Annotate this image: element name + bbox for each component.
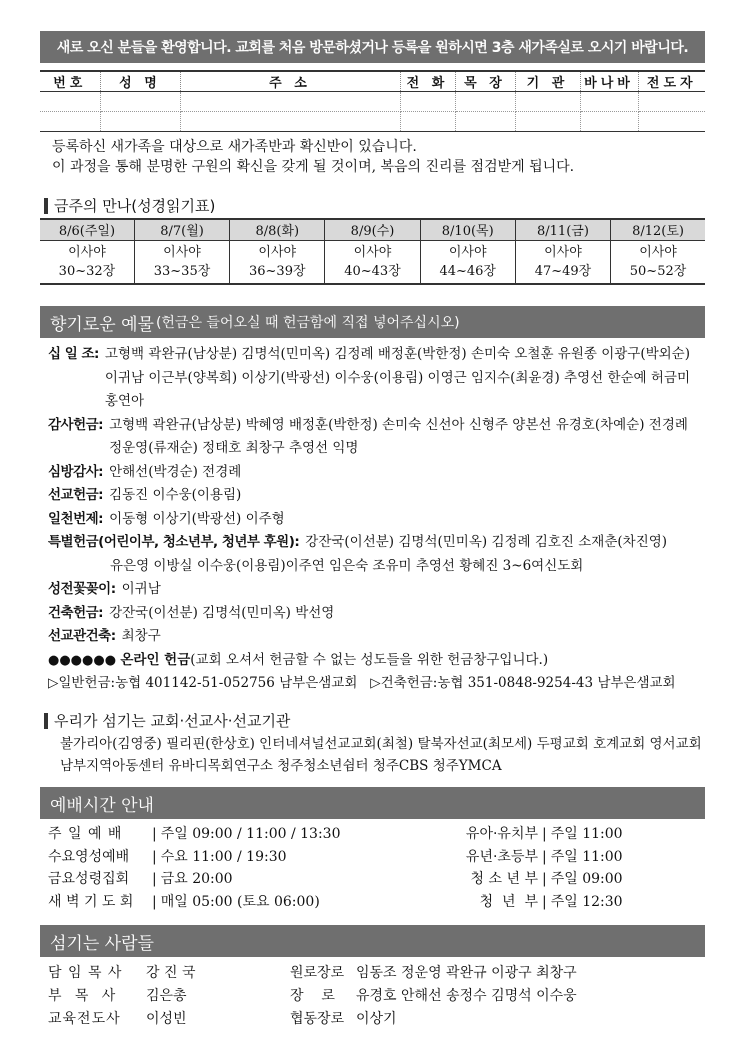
- cell[interactable]: [40, 112, 100, 132]
- cell[interactable]: [638, 92, 705, 112]
- worship-name: 유아·유치부: [465, 826, 538, 842]
- reading-book: 이사야: [448, 244, 487, 260]
- servant-names: 임동조 정운영 곽완규 이광구 최창구: [356, 965, 577, 981]
- worship-times-left: [48, 823, 341, 913]
- cell[interactable]: [100, 112, 180, 132]
- servant-names: 김은총: [146, 988, 187, 1004]
- offering-item-tithe: [48, 343, 708, 414]
- names-line: 유은영 이방실 이수웅(이용림)이주연 임은숙 조유미 추영선 황혜진 3~6여신도회: [110, 557, 584, 574]
- servants-title: 섬기는 사람들: [50, 933, 154, 954]
- reading-chapters: 44~46장: [439, 263, 496, 279]
- worship-row: 청 년 부 | 주일 12:30: [452, 891, 623, 914]
- names-line: 김동진 이수웅(이용림): [109, 487, 242, 503]
- new-family-notice: [52, 137, 574, 177]
- worship-name: 금요성령집회: [48, 871, 130, 887]
- notice-line: 이 과정을 통해 분명한 구원의 확신을 갖게 될 것이며, 복음의 진리를 점검받게 됩니다.: [52, 159, 575, 175]
- section-bar-icon: [44, 713, 48, 729]
- welcome-banner: [40, 31, 705, 63]
- reading-date: 8/10(목): [420, 219, 515, 240]
- reading-chapters: 36~39장: [248, 263, 306, 279]
- cell[interactable]: [515, 92, 580, 112]
- servant-names: 이상기: [356, 1011, 397, 1027]
- reading-date: 8/6(주일): [40, 219, 134, 240]
- worship-time: 주일 09:00 / 11:00 / 13:30: [160, 826, 341, 842]
- offering-label: 특별헌금(어린이부, 청소년부, 청년부 후원):: [48, 534, 300, 550]
- reading-passage: [230, 240, 325, 284]
- cell[interactable]: [638, 112, 705, 132]
- offering-item-thousand: [48, 508, 708, 532]
- offering-item-special: [48, 531, 708, 578]
- reading-book: 이사야: [258, 244, 297, 260]
- offering-item-mission-building: [48, 625, 708, 649]
- worship-title: 예배시간 안내: [50, 795, 154, 816]
- worship-row: 수요영성예배 | 수요 11:00 / 19:30: [48, 846, 341, 869]
- serve-list: [60, 733, 702, 777]
- reading-date-row: [40, 219, 705, 240]
- names-line: 이귀남 이근부(양복희) 이상기(박광선) 이수웅(이용림) 이영근 임지수(최윤경) 추영선 한순예 허금미: [104, 369, 690, 386]
- reading-passage: [325, 240, 420, 284]
- welcome-banner-text: 새로 오신 분들을 환영합니다. 교회를 처음 방문하셨거나 등록을 원하시면 3층 새가족실로 오시기 바랍니다.: [56, 40, 689, 56]
- worship-name: 주 일 예 배: [48, 826, 123, 842]
- section-bar-icon: [44, 198, 48, 214]
- servant-names: 강 진 국: [146, 965, 196, 981]
- registration-row[interactable]: [40, 92, 705, 112]
- reading-passage-row: [40, 240, 705, 284]
- offering-item-visit: [48, 461, 708, 485]
- reading-date: 8/11(금): [515, 219, 610, 240]
- cell[interactable]: [515, 112, 580, 132]
- worship-row: 주 일 예 배 | 주일 09:00 / 11:00 / 13:30: [48, 823, 341, 846]
- reading-book: 이사야: [163, 244, 201, 260]
- cell[interactable]: [180, 92, 400, 112]
- servant-row: [48, 985, 195, 1008]
- header-barnabas: 바나바: [580, 71, 638, 92]
- cell[interactable]: [400, 112, 455, 132]
- reading-table: [40, 218, 705, 285]
- reading-date: 8/7(월): [134, 219, 229, 240]
- reading-chapters: 40~43장: [344, 263, 401, 279]
- offering-label: 일천번제:: [48, 510, 104, 527]
- worship-time: 주일 09:00: [550, 871, 623, 887]
- worship-name: 새 벽 기 도 회: [48, 893, 134, 910]
- online-offering: [48, 649, 708, 673]
- cell[interactable]: [580, 92, 638, 112]
- worship-time: 주일 11:00: [550, 826, 623, 842]
- names-line: 홍연아: [104, 393, 145, 409]
- online-offering-desc: (교회 오셔서 헌금할 수 없는 성도들을 위한 헌금창구입니다.): [190, 651, 549, 668]
- names-line: 최창구: [121, 628, 161, 644]
- servants-right: [290, 962, 577, 1031]
- worship-name: 수요영성예배: [48, 848, 130, 865]
- offering-subtitle: (헌금은 들어오실 때 헌금함에 직접 넣어주십시오): [155, 315, 460, 331]
- offering-label: 감사헌금:: [48, 416, 104, 433]
- worship-time: 금요 20:00: [160, 871, 233, 887]
- offering-item-flowers: [48, 578, 708, 602]
- servant-role: 부 목 사: [48, 988, 116, 1004]
- worship-name: 유년·초등부: [465, 848, 538, 865]
- names-line: 강잔국(이선분) 김명석(민미옥) 박선영: [109, 604, 335, 621]
- reading-chapters: 50~52장: [629, 263, 687, 279]
- servant-row: [48, 1008, 195, 1031]
- serve-section-title: [44, 710, 290, 731]
- registration-row[interactable]: [40, 112, 705, 132]
- serve-line: 남부지역아동센터 유바디목회연구소 청주청소년쉼터 청주CBS 청주YMCA: [60, 758, 502, 774]
- worship-row: 청 소 년 부 | 주일 09:00: [452, 868, 623, 891]
- cell[interactable]: [180, 112, 400, 132]
- worship-time: 수요 11:00 / 19:30: [160, 848, 287, 865]
- servant-names: 유경호 안해선 송정수 김명석 이수웅: [356, 988, 577, 1004]
- offering-label: 선교관건축:: [48, 628, 116, 644]
- reading-book: 이사야: [639, 244, 677, 260]
- reading-passage: [515, 240, 610, 284]
- online-dots-icon: ●●●●●●: [48, 652, 117, 668]
- worship-row: 유년·초등부 | 주일 11:00: [452, 846, 623, 869]
- cell[interactable]: [100, 92, 180, 112]
- serve-title: 우리가 섬기는 교회·선교사·선교기관: [54, 712, 291, 730]
- offering-names: [103, 414, 708, 461]
- offering-label: 건축헌금:: [48, 604, 104, 621]
- cell[interactable]: [40, 92, 100, 112]
- offering-names: [99, 343, 708, 414]
- names-line: 안해선(박경순) 전경례: [109, 463, 242, 480]
- reading-date: 8/12(토): [611, 219, 705, 240]
- cell[interactable]: [400, 92, 455, 112]
- offering-item-thanks: [48, 414, 708, 461]
- header-number: 번호: [40, 71, 100, 92]
- offering-item-building: [48, 602, 708, 626]
- worship-name: 청 소 년 부: [470, 871, 538, 887]
- worship-row: 새 벽 기 도 회 | 매일 05:00 (토요 06:00): [48, 891, 341, 914]
- cell[interactable]: [580, 112, 638, 132]
- offering-label: 심방감사:: [48, 463, 104, 480]
- offering-label: 성전꽃꽂이:: [48, 581, 116, 597]
- worship-row: 유아·유치부 | 주일 11:00: [452, 823, 623, 846]
- cell[interactable]: [455, 92, 515, 112]
- names-line: 정운영(류재순) 정태호 최창구 추영선 익명: [109, 440, 359, 456]
- servant-row: [290, 1008, 577, 1031]
- reading-book: 이사야: [68, 244, 106, 260]
- servant-role: 교육전도사: [48, 1011, 121, 1027]
- offering-label: 선교헌금:: [48, 487, 104, 503]
- worship-time: 매일 05:00 (토요 06:00): [160, 893, 320, 910]
- reading-chapters: 33~35장: [153, 263, 211, 279]
- worship-times-right: [452, 823, 623, 913]
- header-evangelist: 전도자: [638, 71, 705, 92]
- reading-chapters: 47~49장: [534, 263, 592, 279]
- worship-time: 주일 12:30: [550, 893, 623, 910]
- offering-banner: [40, 306, 705, 338]
- header-phone: 전 화: [400, 71, 455, 92]
- header-organization: 기 관: [515, 71, 580, 92]
- servant-row: [290, 985, 577, 1008]
- reading-section-title: [44, 195, 215, 216]
- servant-row: [48, 962, 195, 985]
- names-line: 강잔국(이선분) 김명석(민미옥) 김정례 김호진 소재춘(차진영): [305, 534, 668, 550]
- servant-role: 협동장로: [290, 1011, 345, 1027]
- registration-table: [40, 70, 705, 132]
- reading-date: 8/9(수): [325, 219, 420, 240]
- header-cell: 목 장: [455, 71, 515, 92]
- notice-line: 등록하신 새가족을 대상으로 새가족반과 확신반이 있습니다.: [52, 139, 417, 155]
- worship-row: 금요성령집회 | 금요 20:00: [48, 868, 341, 891]
- reading-chapters: 30~32장: [58, 263, 116, 279]
- reading-passage: [40, 240, 134, 284]
- reading-passage: [420, 240, 515, 284]
- reading-passage: [611, 240, 705, 284]
- header-address: 주 소: [180, 71, 400, 92]
- registration-header-row: [40, 71, 705, 92]
- offering-title: 향기로운 예물: [50, 314, 154, 335]
- servant-role: 장 로: [290, 988, 335, 1004]
- servant-names: 이성빈: [146, 1011, 187, 1027]
- servant-role: 담 임 목 사: [48, 965, 123, 981]
- names-line: 고형백 곽완규(남상분) 김명석(민미옥) 김정례 배정훈(박한정) 손미숙 오철훈 유원종 이광구(박외순): [104, 346, 690, 362]
- offering-label: 십 일 조:: [48, 346, 99, 362]
- servants-left: [48, 962, 195, 1031]
- offering-list: [48, 343, 708, 696]
- header-name: 성 명: [100, 71, 180, 92]
- serve-line: 불가리아(김영중) 필리핀(한상호) 인터네셔널선교교회(최철) 탈북자선교(최모세) 두평교회 호계교회 영서교회: [60, 736, 702, 752]
- names-line: 이동형 이상기(박광선) 이주형: [109, 510, 285, 527]
- servant-row: [290, 962, 577, 985]
- reading-book: 이사야: [544, 244, 582, 260]
- names-line: 고형백 곽완규(남상분) 박혜영 배정훈(박한정) 손미숙 신선아 신형주 양본선 유경호(차예순) 전경례: [109, 416, 688, 433]
- worship-time: 주일 11:00: [550, 848, 623, 865]
- offering-item-mission: [48, 484, 708, 508]
- bank-accounts: ▷일반헌금:농협 401142-51-052756 남부은샘교회 ▷건축헌금:농협 351-0848-9254-43 남부은샘교회: [48, 675, 676, 691]
- worship-banner: [40, 787, 705, 819]
- names-line: 이귀남: [121, 581, 161, 597]
- reading-passage: [134, 240, 229, 284]
- worship-name: 청 년 부: [479, 893, 538, 910]
- cell[interactable]: [455, 112, 515, 132]
- reading-book: 이사야: [353, 244, 392, 260]
- reading-date: 8/8(화): [230, 219, 325, 240]
- servants-banner: [40, 925, 705, 957]
- servant-role: 원로장로: [290, 965, 345, 981]
- reading-title: 금주의 만나(성경읽기표): [54, 197, 216, 215]
- online-offering-label: 온라인 헌금: [120, 651, 191, 668]
